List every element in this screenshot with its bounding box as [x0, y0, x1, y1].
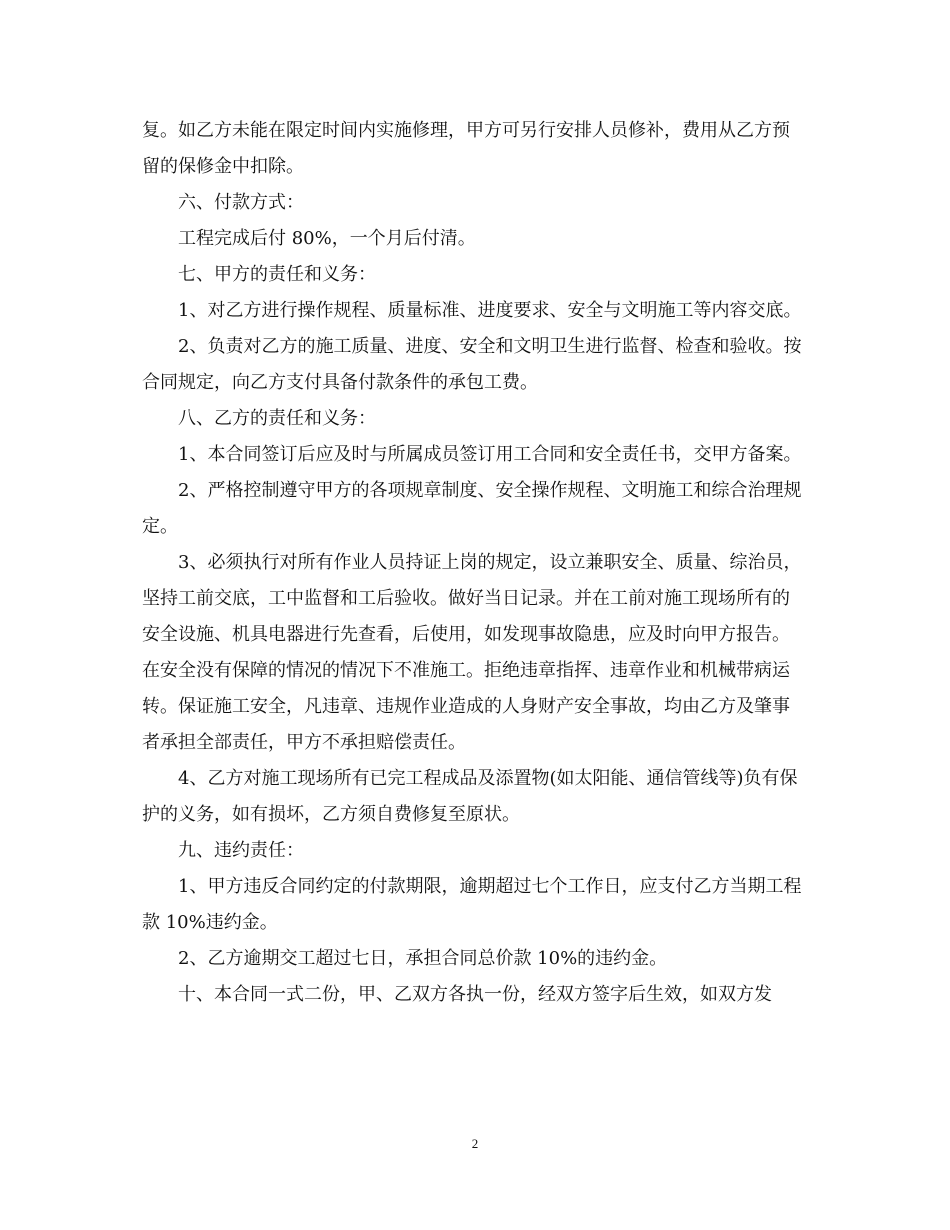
- paragraph-4: 七、甲方的责任和义务：: [178, 264, 376, 285]
- paragraph-14: 2、乙方逾期交工超过七日，承担合同总价款 10%的违约金。: [178, 948, 668, 969]
- paragraph-2: 六、付款方式：: [178, 192, 304, 213]
- paragraph-5: 1、对乙方进行操作规程、质量标准、进度要求、安全与文明施工等内容交底。: [178, 300, 802, 321]
- paragraph-13: 1、甲方违反合同约定的付款期限，逾期超过七个工作日，应支付乙方当期工程款 10%违约金。: [142, 876, 802, 933]
- paragraph-9: 2、严格控制遵守甲方的各项规章制度、安全操作规程、文明施工和综合治理规定。: [142, 480, 802, 537]
- paragraph-6: 2、负责对乙方的施工质量、进度、安全和文明卫生进行监督、检查和验收。按合同规定，向乙方支付具备付款条件的承包工费。: [142, 336, 802, 393]
- document-body: [142, 113, 802, 1013]
- paragraph-7: 八、乙方的责任和义务：: [178, 408, 376, 429]
- page-number: 2: [471, 1136, 479, 1151]
- paragraph-10: 3、必须执行对所有作业人员持证上岗的规定，设立兼职安全、质量、综治员，坚持工前交底，工中监督和工后验收。做好当日记录。并在工前对施工现场所有的安全设施、机具电器进行先查看，后使用，如发现事故隐患，应及时向甲方报告。在安全没有保障的情况的情况下不准施工。拒绝违章指挥、违章作业和机械带病运转。保证施工安全，凡违章、违规作业造成的人身财产安全事故，均由乙方及肇事者承担全部责任，甲方不承担赔偿责任。: [142, 552, 802, 753]
- paragraph-3: 工程完成后付 80%，一个月后付清。: [178, 228, 476, 249]
- paragraph-12: 九、违约责任：: [178, 840, 304, 861]
- paragraph-15: 十、本合同一式二份，甲、乙双方各执一份，经双方签字后生效，如双方发: [178, 984, 772, 1005]
- paragraph-11: 4、乙方对施工现场所有已完工程成品及添置物(如太阳能、通信管线等)负有保护的义务，如有损坏，乙方须自费修复至原状。: [142, 768, 798, 825]
- paragraph-8: 1、本合同签订后应及时与所属成员签订用工合同和安全责任书，交甲方备案。: [178, 444, 802, 465]
- paragraph-1: 复。如乙方未能在限定时间内实施修理，甲方可另行安排人员修补，费用从乙方预留的保修金中扣除。: [142, 120, 790, 177]
